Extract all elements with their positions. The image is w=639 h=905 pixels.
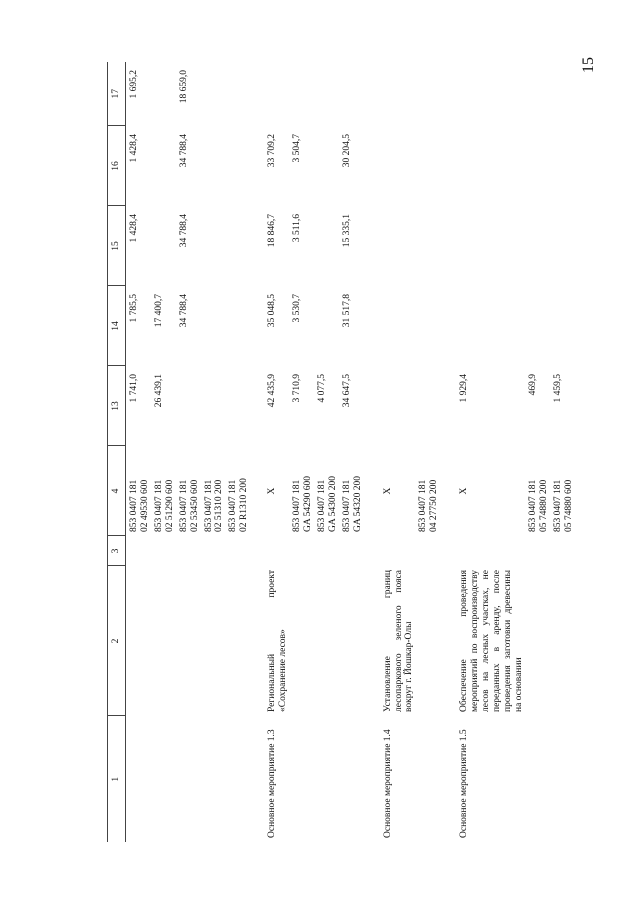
cell-budget-code [415, 446, 440, 536]
cell-amount-16: 3 504,7 [292, 134, 303, 163]
cell-col3 [550, 536, 575, 566]
cell-item-name [525, 566, 550, 716]
cell-amount-14 [525, 286, 550, 366]
cell-amount-16 [380, 126, 416, 206]
cell-amount-17 [525, 62, 550, 126]
cell-item-type [201, 716, 226, 842]
col-header-14: 14 [108, 286, 126, 366]
cell-amount-16 [415, 126, 440, 206]
cell-item-type: Основное мероприятие 1.3 [267, 729, 278, 838]
row-spacer [364, 62, 380, 842]
cell-budget-code [289, 446, 314, 536]
cell-col3 [264, 536, 289, 566]
cell-amount-15 [415, 206, 440, 286]
cell-budget-code [264, 446, 289, 536]
cell-item-name: Установление границ лесопаркового зеленого пояса вокруг г. Йошкар-Олы [382, 570, 415, 712]
cell-amount-14 [225, 286, 250, 366]
budget-code-line: 05 74880 600 [563, 479, 574, 532]
col-header-16: 16 [108, 126, 126, 206]
cell-col3 [525, 536, 550, 566]
cell-amount-13: 34 647,5 [341, 374, 352, 408]
cell-amount-17 [415, 62, 440, 126]
table-row [151, 62, 176, 842]
cell-amount-16 [225, 126, 250, 206]
cell-amount-17 [380, 62, 416, 126]
budget-code-line: 853 0407 181 [153, 479, 164, 532]
cell-amount-15: 34 788,4 [178, 214, 189, 248]
cell-amount-13: 42 435,9 [267, 374, 278, 408]
cell-amount-13: 469,9 [527, 374, 538, 396]
cell-amount-15 [225, 206, 250, 286]
cell-amount-16 [550, 126, 575, 206]
budget-code-line: 853 0407 181 [292, 479, 303, 532]
cell-budget-code [201, 446, 226, 536]
cell-col3 [380, 536, 416, 566]
cell-amount-15 [201, 206, 226, 286]
budget-code-line: 853 0407 181 [527, 479, 538, 532]
table-row [176, 62, 201, 842]
cell-amount-13: 26 439,1 [153, 374, 164, 408]
table-row [525, 62, 550, 842]
cell-amount-15 [550, 206, 575, 286]
cell-amount-14: 31 517,8 [341, 294, 352, 328]
budget-code-line: 853 0407 181 [418, 479, 429, 532]
budget-code-line: 02 49530 600 [139, 479, 150, 532]
row-spacer [440, 62, 456, 842]
budget-code-line: GA 54290 600 [302, 476, 313, 532]
cell-amount-14: 1 785,5 [129, 294, 139, 323]
cell-amount-17 [339, 62, 364, 126]
col-header-17: 17 [108, 62, 126, 126]
col-header-1: 1 [108, 716, 126, 842]
cell-budget-code [550, 446, 575, 536]
budget-code-line: 853 0407 181 [228, 479, 239, 532]
budget-code-line: X [459, 487, 470, 495]
budget-code-line: 02 53450 600 [189, 479, 200, 532]
cell-col3 [415, 536, 440, 566]
cell-amount-13: 1 459,5 [552, 374, 563, 403]
cell-amount-14 [380, 286, 416, 366]
cell-item-type [339, 716, 364, 842]
header-row [108, 62, 126, 842]
cell-amount-17 [264, 62, 289, 126]
budget-code-line: 853 0407 181 [129, 479, 139, 532]
cell-amount-16 [314, 126, 339, 206]
cell-amount-13: 1 929,4 [459, 374, 470, 403]
cell-amount-13: 1 741,0 [129, 374, 139, 403]
cell-item-type [550, 716, 575, 842]
cell-amount-15: 15 335,1 [341, 214, 352, 248]
cell-amount-13 [415, 366, 440, 446]
cell-amount-14 [415, 286, 440, 366]
cell-amount-17 [550, 62, 575, 126]
cell-item-name: Региональный проект «Сохранение лесов» [267, 570, 289, 712]
table-row [380, 62, 416, 842]
cell-amount-16: 1 428,4 [129, 134, 139, 163]
cell-amount-14 [314, 286, 339, 366]
cell-budget-code [176, 446, 201, 536]
cell-budget-code [314, 446, 339, 536]
col-header-4: 4 [108, 446, 126, 536]
cell-item-name: Обеспечение проведения мероприятий по воспроизводству лесов на лесных участках, не переданных в аренду, после проведения заготовки древесины на основании [459, 570, 524, 712]
table-row [415, 62, 440, 842]
cell-col3 [126, 536, 151, 566]
budget-code-line: X [267, 487, 278, 495]
cell-amount-15 [380, 206, 416, 286]
cell-amount-16 [456, 126, 525, 206]
budget-code-line: 02 51310 200 [214, 479, 225, 532]
cell-item-name [314, 566, 339, 716]
cell-budget-code [380, 446, 416, 536]
budget-code-line: X [382, 487, 393, 495]
cell-amount-14: 17 400,7 [153, 294, 164, 328]
table-row [225, 62, 250, 842]
cell-amount-15 [314, 206, 339, 286]
budget-code-line: 05 74880 200 [538, 479, 549, 532]
cell-amount-13: 4 077,5 [316, 374, 327, 403]
cell-amount-17: 1 695,2 [129, 70, 139, 99]
cell-item-name [151, 566, 176, 716]
table-row [550, 62, 575, 842]
cell-amount-16 [201, 126, 226, 206]
cell-amount-13 [201, 366, 226, 446]
cell-amount-15 [456, 206, 525, 286]
budget-code-line: 04 27750 200 [429, 479, 440, 532]
budget-code-line: 853 0407 181 [552, 479, 563, 532]
cell-item-type [126, 716, 151, 842]
cell-amount-17 [314, 62, 339, 126]
budget-code-line: 02 51290 600 [164, 479, 175, 532]
cell-amount-17 [456, 62, 525, 126]
cell-item-type [525, 716, 550, 842]
cell-col3 [201, 536, 226, 566]
cell-amount-15: 1 428,4 [129, 214, 139, 243]
cell-amount-13 [176, 366, 201, 446]
cell-budget-code [151, 446, 176, 536]
cell-item-name [415, 566, 440, 716]
cell-budget-code [456, 446, 525, 536]
cell-amount-17: 18 659,0 [178, 70, 189, 104]
cell-budget-code [525, 446, 550, 536]
cell-item-name [289, 566, 314, 716]
cell-amount-15: 18 846,7 [267, 214, 278, 248]
cell-amount-15 [525, 206, 550, 286]
col-header-3: 3 [108, 536, 126, 566]
cell-item-name [225, 566, 250, 716]
cell-item-name [339, 566, 364, 716]
budget-table [107, 62, 574, 842]
cell-col3 [314, 536, 339, 566]
budget-code-line: 853 0407 181 [178, 479, 189, 532]
col-header-13: 13 [108, 366, 126, 446]
cell-amount-13 [225, 366, 250, 446]
table-row [456, 62, 525, 842]
budget-code-line: GA 54320 200 [352, 476, 363, 532]
cell-col3 [151, 536, 176, 566]
cell-amount-13: 3 710,9 [292, 374, 303, 403]
cell-budget-code [225, 446, 250, 536]
cell-amount-14 [201, 286, 226, 366]
cell-item-type [151, 716, 176, 842]
table-body [126, 62, 575, 842]
page-number: 15 [580, 57, 597, 73]
cell-col3 [225, 536, 250, 566]
cell-amount-14 [550, 286, 575, 366]
cell-item-name [176, 566, 201, 716]
table-row [126, 62, 151, 842]
cell-item-type: Основное мероприятие 1.4 [382, 729, 393, 838]
budget-code-line: 853 0407 181 [316, 479, 327, 532]
cell-amount-15 [151, 206, 176, 286]
cell-amount-16 [525, 126, 550, 206]
cell-amount-14: 35 048,5 [267, 294, 278, 328]
cell-amount-15: 3 511,6 [292, 214, 303, 243]
table-row [289, 62, 314, 842]
cell-col3 [289, 536, 314, 566]
budget-code-line: 853 0407 181 [341, 479, 352, 532]
table-row [339, 62, 364, 842]
rotated-table-wrapper [107, 62, 637, 842]
cell-amount-14: 3 530,7 [292, 294, 303, 323]
cell-budget-code [126, 446, 151, 536]
table-row [314, 62, 339, 842]
cell-amount-14: 34 788,4 [178, 294, 189, 328]
cell-item-type [225, 716, 250, 842]
cell-amount-16: 34 788,4 [178, 134, 189, 168]
col-header-2: 2 [108, 566, 126, 716]
budget-code-line: GA 54300 200 [327, 476, 338, 532]
cell-amount-17 [151, 62, 176, 126]
cell-amount-14 [456, 286, 525, 366]
cell-item-name [126, 566, 151, 716]
cell-amount-16: 30 204,5 [341, 134, 352, 168]
cell-item-name [201, 566, 226, 716]
cell-item-type: Основное мероприятие 1.5 [459, 729, 470, 838]
budget-code-line: 02 R1310 200 [239, 478, 250, 532]
cell-amount-16: 33 709,2 [267, 134, 278, 168]
cell-col3 [176, 536, 201, 566]
table-row [264, 62, 289, 842]
cell-item-name [550, 566, 575, 716]
row-spacer [250, 62, 264, 842]
cell-item-type [289, 716, 314, 842]
table-row [201, 62, 226, 842]
cell-item-type [176, 716, 201, 842]
cell-amount-16 [151, 126, 176, 206]
budget-code-line: 853 0407 181 [203, 479, 214, 532]
cell-item-type [314, 716, 339, 842]
cell-amount-17 [225, 62, 250, 126]
cell-item-type [415, 716, 440, 842]
cell-col3 [339, 536, 364, 566]
cell-budget-code [339, 446, 364, 536]
cell-col3 [456, 536, 525, 566]
cell-amount-17 [201, 62, 226, 126]
cell-amount-13 [380, 366, 416, 446]
col-header-15: 15 [108, 206, 126, 286]
cell-amount-17 [289, 62, 314, 126]
